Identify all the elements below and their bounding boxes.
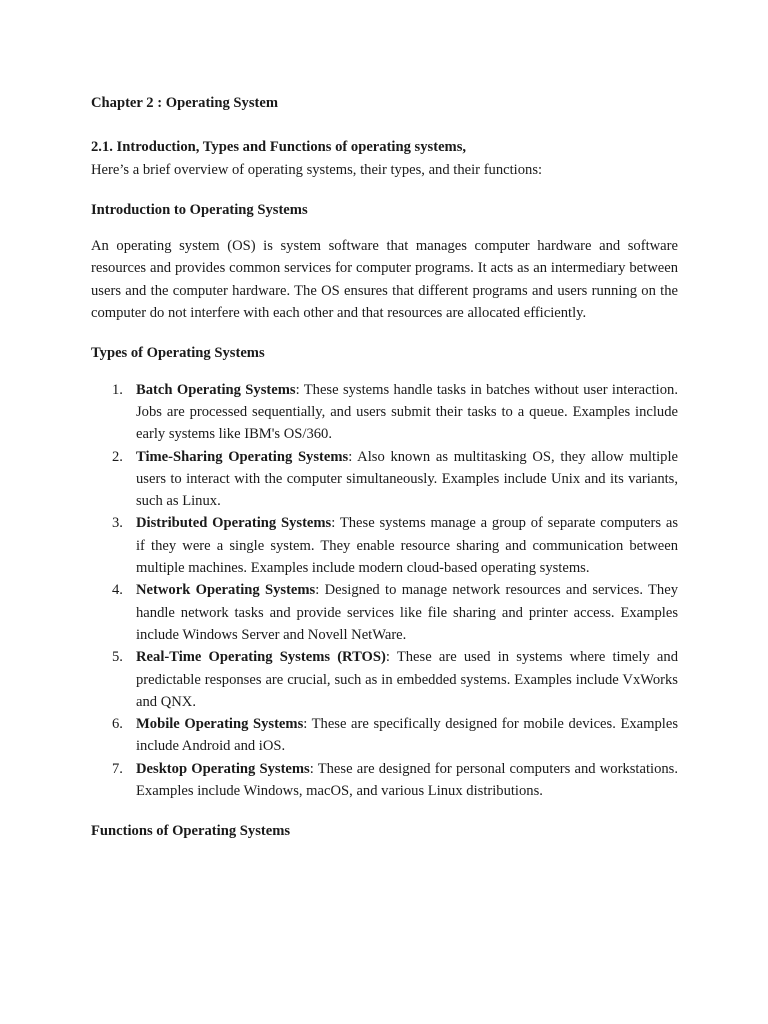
type-item-time-sharing (91, 446, 678, 513)
list-number: 3. (112, 515, 123, 532)
types-list (91, 379, 678, 803)
type-description: : These are used in systems where timely and predictable responses are crucial, such as in embedded systems. Examples include VxWorks and QNX. (136, 649, 678, 710)
type-name: Time-Sharing Operating Systems (136, 448, 349, 465)
list-number: 2. (112, 448, 123, 465)
list-number: 6. (112, 716, 123, 733)
types-heading: Types of Operating Systems (91, 345, 265, 362)
list-number: 5. (112, 649, 123, 666)
type-name: Batch Operating Systems (136, 381, 296, 398)
type-item-distributed (91, 512, 678, 579)
type-item-batch (91, 379, 678, 446)
type-name: Distributed Operating Systems (136, 515, 332, 532)
type-name: Mobile Operating Systems (136, 716, 304, 733)
document-page (91, 92, 678, 843)
type-name: Network Operating Systems (136, 582, 316, 599)
list-number: 4. (112, 582, 123, 599)
chapter-title: Chapter 2 : Operating System (91, 95, 279, 111)
type-description: : These systems handle tasks in batches without user interaction. Jobs are processed sequentially, and users submit their tasks to a queue. Examples include early systems like IBM's OS/360. (136, 381, 678, 443)
type-description: : These are specifically designed for mobile devices. Examples include Android and iOS. (136, 716, 678, 755)
introduction-heading: Introduction to Operating Systems (91, 201, 308, 218)
type-item-mobile (91, 713, 678, 758)
type-description: : These systems manage a group of separate computers as if they were a single system. They enable resource sharing and communication between multiple machines. Examples include modern cloud-based operating systems. (136, 515, 678, 577)
type-item-network (91, 579, 678, 646)
type-description: : Designed to manage network resources and services. They handle network tasks and provide services like file sharing and printer access. Examples include Windows Server and Novell NetWare. (136, 582, 678, 643)
functions-heading: Functions of Operating Systems (91, 823, 291, 840)
section-title: 2.1. Introduction, Types and Functions of operating systems, (91, 139, 467, 156)
type-description: : These are designed for personal computers and workstations. Examples include Windows, macOS, and various Linux distributions. (136, 760, 678, 800)
list-number: 7. (112, 760, 123, 777)
type-item-desktop (91, 758, 678, 803)
type-name: Real-Time Operating Systems (RTOS) (136, 649, 386, 666)
section-intro: Here’s a brief overview of operating systems, their types, and their functions: (91, 161, 543, 178)
type-item-real-time (91, 646, 678, 713)
introduction-paragraph: An operating system (OS) is system software that manages computer hardware and software resources and provides common services for computer programs. It acts as an intermediary between users and the computer hardware. The OS ensures that different programs and users running on the computer do not interfere with each other and that resources are allocated efficiently. (91, 238, 678, 322)
type-name: Desktop Operating Systems (136, 760, 310, 777)
type-description: : Also known as multitasking OS, they allow multiple users to interact with the computer simultaneously. Examples include Unix and its variants, such as Linux. (136, 448, 678, 510)
list-number: 1. (112, 381, 123, 398)
